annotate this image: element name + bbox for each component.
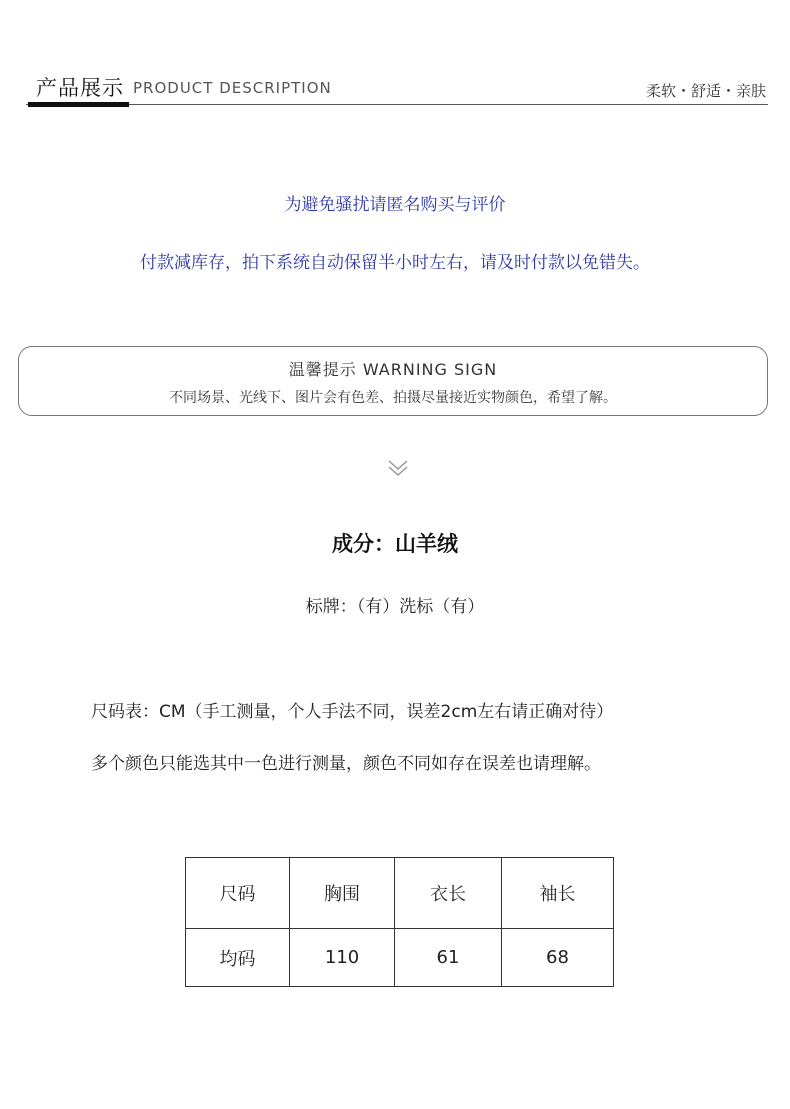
size-table: [185, 857, 614, 987]
composition-text: 成分：山羊绒: [332, 532, 458, 556]
header-divider: [26, 104, 768, 105]
payment-notice: 付款减库存，拍下系统自动保留半小时左右，请及时付款以免错失。: [140, 253, 650, 273]
table-cell: 68: [502, 929, 614, 987]
warning-body: 不同场景、光线下、图片会有色差、拍摄尽量接近实物颜色，希望了解。: [169, 390, 617, 406]
table-cell: 61: [395, 929, 502, 987]
table-header-cell: 胸围: [290, 858, 395, 929]
warning-box: [18, 346, 768, 416]
labels-text: 标牌：（有）洗标（有）: [305, 597, 485, 617]
color-measure-note: 多个颜色只能选其中一色进行测量，颜色不同如存在误差也请理解。: [91, 754, 601, 774]
table-cell: 均码: [186, 929, 290, 987]
table-header-row: [186, 858, 614, 929]
table-header-cell: 袖长: [502, 858, 614, 929]
table-header-cell: 衣长: [395, 858, 502, 929]
section-subtitle: PRODUCT DESCRIPTION: [133, 79, 332, 97]
anonymous-purchase-notice: 为避免骚扰请匿名购买与评价: [284, 195, 506, 215]
section-header: [0, 0, 790, 110]
table-header-cell: 尺码: [186, 858, 290, 929]
header-title-underline: [28, 102, 129, 107]
section-title: 产品展示: [36, 76, 124, 100]
size-chart-note: 尺码表：CM（手工测量，个人手法不同，误差2cm左右请正确对待）: [91, 702, 614, 722]
table-row: [186, 929, 614, 987]
double-chevron-down-icon: [387, 458, 409, 482]
section-tagline: 柔软・舒适・亲肤: [645, 82, 766, 100]
warning-title: 温馨提示 WARNING SIGN: [288, 360, 498, 379]
table-cell: 110: [290, 929, 395, 987]
